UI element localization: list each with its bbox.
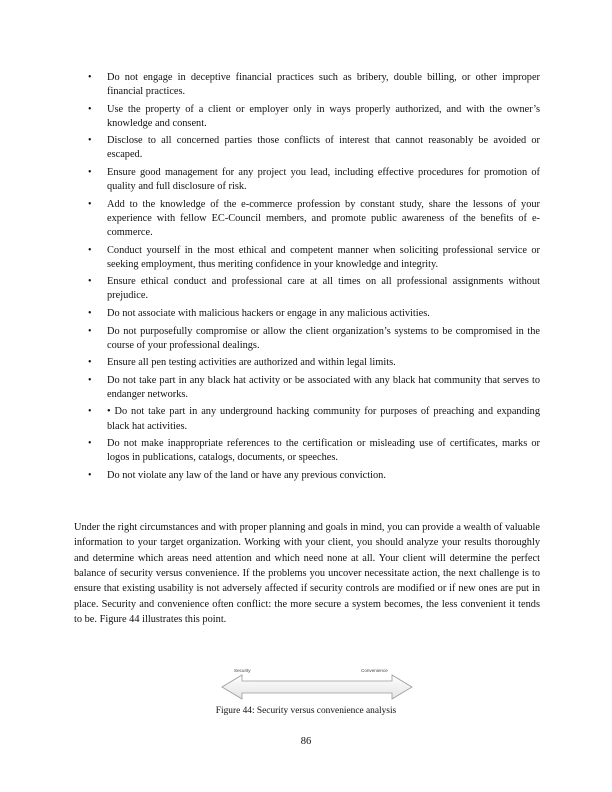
list-item-text: Do not take part in any black hat activity or be associated with any black hat community that serves to endanger networks. (107, 374, 540, 400)
ethics-bullet-list (88, 71, 540, 486)
bullet-icon: • (88, 406, 92, 418)
list-item (88, 275, 540, 303)
list-item (88, 198, 540, 240)
list-item-text: Disclose to all concerned parties those conflicts of interest that cannot reasonably be avoided or escaped. (107, 135, 540, 161)
list-item-text: Ensure good management for any project you lead, including effective procedures for promotion of quality and full disclosure of risk. (107, 167, 540, 193)
bullet-icon: • (88, 167, 92, 179)
list-item (88, 374, 540, 402)
list-item-text: Do not make inappropriate references to the certification or misleading use of certificates, marks or logos in publications, catalogs, documents, or speeches. (107, 438, 540, 464)
bullet-icon: • (88, 103, 92, 115)
list-item (88, 103, 540, 131)
security-convenience-figure (220, 666, 414, 700)
list-item (88, 134, 540, 162)
list-item (88, 307, 540, 321)
bullet-icon: • (88, 374, 92, 386)
list-item-text: Do not associate with malicious hackers or engage in any malicious activities. (107, 307, 430, 319)
list-item-text: Ensure all pen testing activities are authorized and within legal limits. (107, 357, 396, 369)
convenience-label: Convenience (361, 668, 388, 673)
list-item-text: Conduct yourself in the most ethical and competent manner when soliciting professional service or seeking employment, thus meriting confidence in your knowledge and integrity. (107, 244, 540, 270)
body-paragraph: Under the right circumstances and with proper planning and goals in mind, you can provide a wealth of valuable information to your target organization. Working with your client, you should analyze your results thoroughly and determine which areas need attention and which need none at all. Your client will determine the perfect balance of security versus convenience. If the problems you uncover necessitate action, the next challenge is to ensure that existing usability is not adversely affected if security controls are modified or if new ones are put in place. Security and convenience often conflict: the more secure a system becomes, the less convenient it tends to be. Figure 44 illustrates this point. (74, 522, 540, 626)
list-item-text: Use the property of a client or employer only in ways properly authorized, and with the owner’s knowledge and consent. (107, 103, 540, 129)
list-item-text: • Do not take part in any underground hacking community for purposes of preaching and expanding black hat activities. (107, 406, 540, 432)
bullet-icon: • (88, 438, 92, 450)
list-item (88, 356, 540, 370)
list-item (88, 405, 540, 433)
list-item-text: Do not purposefully compromise or allow the client organization’s systems to be compromised in the course of your professional dealings. (107, 325, 540, 351)
list-item-text: Ensure ethical conduct and professional care at all times on all professional assignments without prejudice. (107, 276, 540, 302)
list-item (88, 71, 540, 99)
bullet-icon: • (88, 357, 92, 369)
list-item (88, 469, 540, 483)
list-item (88, 166, 540, 194)
list-item (88, 244, 540, 272)
list-item-text: Do not violate any law of the land or have any previous conviction. (107, 469, 386, 481)
list-item (88, 325, 540, 353)
bullet-icon: • (88, 276, 92, 288)
bullet-icon: • (88, 469, 92, 481)
security-label: Security (234, 668, 251, 673)
bullet-icon: • (88, 72, 92, 83)
bullet-icon: • (88, 198, 92, 210)
bullet-icon: • (88, 244, 92, 256)
figure-caption: Figure 44: Security versus convenience analysis (215, 706, 397, 716)
double-arrow-diagram (220, 666, 414, 700)
bullet-icon: • (88, 325, 92, 337)
bullet-icon: • (88, 307, 92, 319)
list-item-text: Add to the knowledge of the e-commerce profession by constant study, share the lessons of your experience with fellow EC-Council members, and promote public awareness of the benefits of e-commerce. (107, 198, 540, 238)
list-item (88, 437, 540, 465)
page-number: 86 (300, 736, 312, 747)
bullet-icon: • (88, 135, 92, 147)
double-arrow-icon (222, 675, 412, 699)
list-item-text: Do not engage in deceptive financial practices such as bribery, double billing, or other improper financial practices. (107, 72, 540, 98)
